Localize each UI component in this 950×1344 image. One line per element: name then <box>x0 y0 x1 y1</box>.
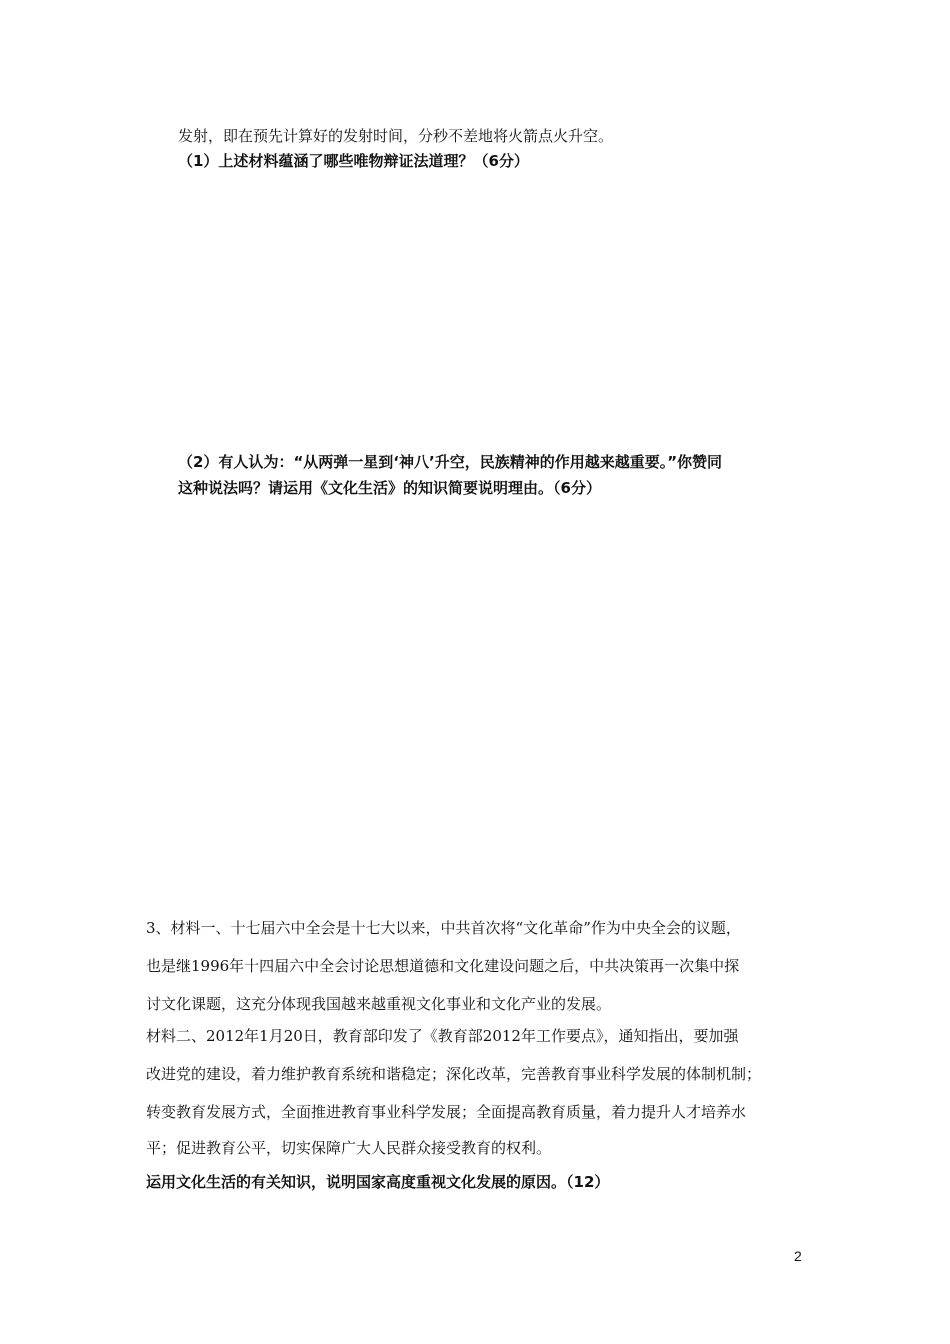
material-2-line-3: 转变教育发展方式，全面推进教育事业科学发展；全面提高教育质量，着力提升人才培养水 <box>146 1103 747 1121</box>
question-2-line-1: （2）有人认为：“从两弹一星到‘神八’升空，民族精神的作用越来越重要。”你赞同 <box>178 453 723 471</box>
page-number: 2 <box>794 1248 802 1264</box>
material-1-line-1: 3、材料一、十七届六中全会是十七大以来，中共首次将“文化革命”作为中央全会的议题， <box>146 919 741 937</box>
question-2-line-2: 这种说法吗？请运用《文化生活》的知识简要说明理由。（6分） <box>178 479 601 497</box>
question-3-prompt: 运用文化生活的有关知识，说明国家高度重视文化发展的原因。（12） <box>146 1173 610 1191</box>
continuation-text: 发射，即在预先计算好的发射时间，分秒不差地将火箭点火升空。 <box>178 127 614 145</box>
material-1-line-3: 讨文化课题，这充分体现我国越来越重视文化事业和文化产业的发展。 <box>146 995 612 1013</box>
material-1-line-2: 也是继1996年十四届六中全会讨论思想道德和文化建设问题之后，中共决策再一次集中探 <box>146 957 740 975</box>
material-2-line-4: 平；促进教育公平，切实保障广大人民群众接受教育的权利。 <box>146 1139 552 1157</box>
material-2-line-2: 改进党的建设，着力维护教育系统和谐稳定；深化改革，完善教育事业科学发展的体制机制； <box>146 1065 762 1083</box>
question-1: （1）上述材料蕴涵了哪些唯物辩证法道理？（6分） <box>178 152 529 170</box>
material-2-line-1: 材料二、2012年1月20日，教育部印发了《教育部2012年工作要点》，通知指出，要加强 <box>146 1027 739 1045</box>
